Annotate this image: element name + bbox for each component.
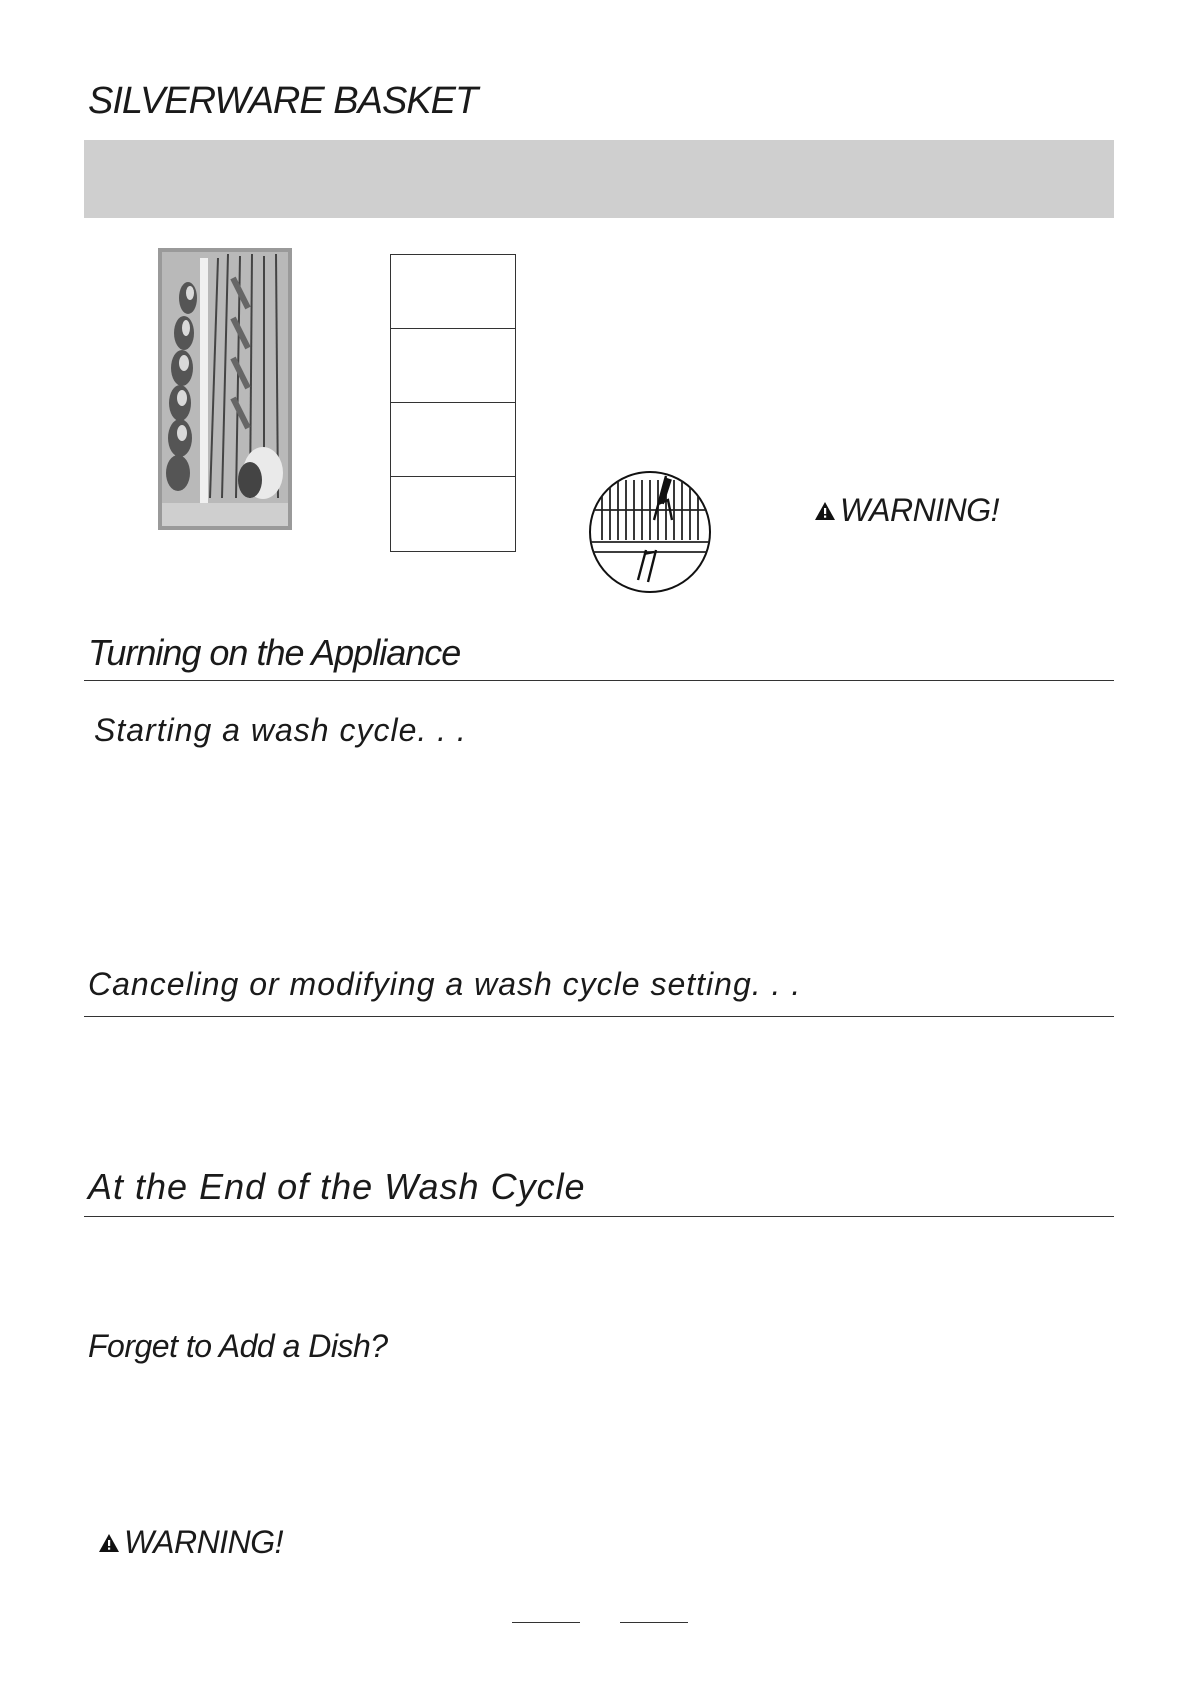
footer-rule-left [512, 1622, 580, 1623]
grid-cell [391, 477, 515, 551]
page-title: SILVERWARE BASKET [88, 80, 478, 122]
warning-label: WARNING! [840, 492, 999, 528]
grid-cell [391, 255, 515, 329]
silverware-basket-photo [158, 248, 292, 530]
section-divider [84, 1016, 1114, 1017]
warning-notice-top [814, 492, 999, 529]
section-divider [84, 680, 1114, 681]
footer-rule-right [620, 1622, 688, 1623]
warning-notice-bottom [98, 1524, 283, 1561]
subheading-starting: Starting a wash cycle. . . [94, 712, 467, 748]
warning-triangle-icon [814, 501, 836, 521]
section-divider [84, 1216, 1114, 1217]
subheading-canceling: Canceling or modifying a wash cycle setting. . . [88, 966, 802, 1002]
basket-grid-diagram [390, 254, 516, 552]
rack-detail-icon [588, 470, 712, 594]
warning-label: WARNING! [124, 1524, 283, 1560]
subheading-forget: Forget to Add a Dish? [88, 1328, 388, 1364]
warning-triangle-icon [98, 1533, 120, 1553]
grid-cell [391, 329, 515, 403]
header-band [84, 140, 1114, 218]
grid-cell [391, 403, 515, 477]
section-title-end-of-cycle: At the End of the Wash Cycle [88, 1166, 586, 1207]
section-title-turning-on: Turning on the Appliance [88, 632, 461, 673]
